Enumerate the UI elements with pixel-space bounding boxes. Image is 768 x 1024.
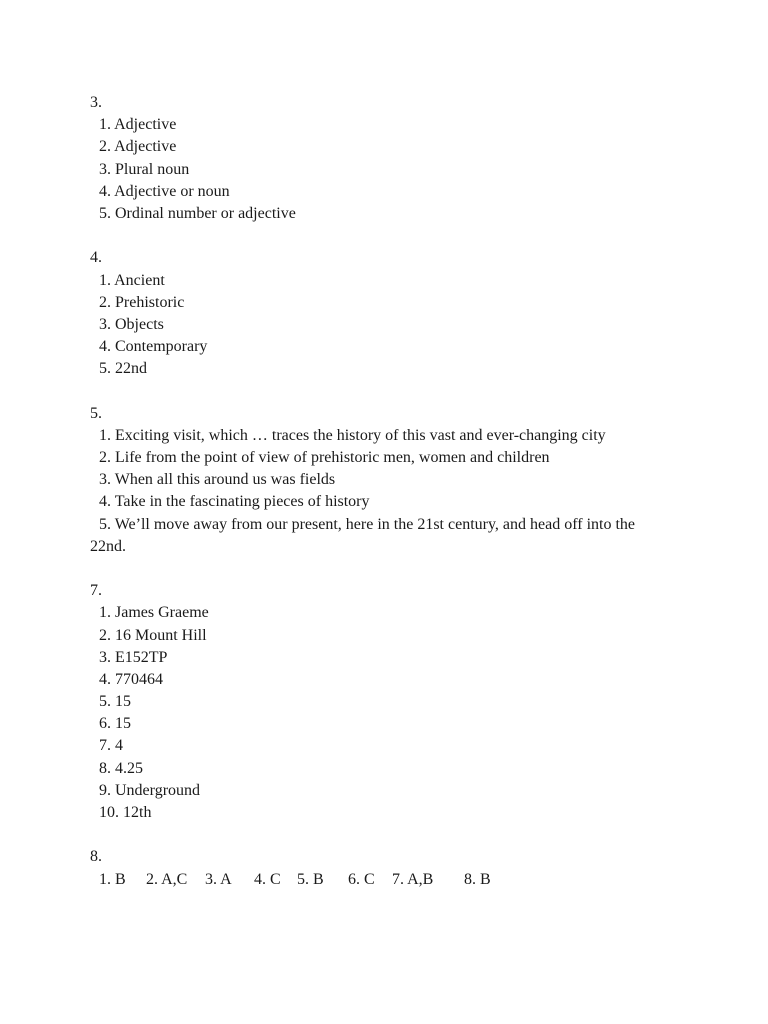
list-item: 4. Adjective or noun bbox=[99, 182, 230, 200]
section-number: 7. bbox=[90, 582, 102, 600]
list-item: 10. 12th bbox=[99, 804, 152, 821]
list-item-continuation: 22nd. bbox=[90, 537, 126, 555]
answer-item: 1. B bbox=[99, 870, 126, 888]
list-item: 3. E152TP bbox=[99, 648, 168, 666]
section-4 bbox=[90, 247, 670, 380]
list-item: 2. Prehistoric bbox=[99, 293, 185, 311]
list-item: 4. Contemporary bbox=[99, 338, 208, 356]
list-item: 5. Ordinal number or adjective bbox=[99, 204, 296, 222]
section-7 bbox=[90, 580, 670, 824]
list-item: 7. 4 bbox=[99, 737, 123, 755]
list-item: 3. Objects bbox=[99, 315, 164, 333]
list-item: 2. Adjective bbox=[99, 138, 177, 156]
section-number: 4. bbox=[90, 249, 102, 267]
list-item: 1. James Graeme bbox=[99, 604, 209, 622]
section-number: 8. bbox=[90, 848, 102, 866]
list-item: 5. 22nd bbox=[99, 360, 147, 378]
answer-key-document bbox=[90, 92, 670, 913]
section-number: 5. bbox=[90, 404, 102, 422]
answer-item: 6. C bbox=[348, 870, 375, 888]
section-5 bbox=[90, 403, 670, 558]
list-item: 2. Life from the point of view of prehistoric men, women and children bbox=[99, 449, 550, 466]
list-item: 1. Ancient bbox=[99, 271, 165, 289]
answer-item: 8. B bbox=[464, 870, 491, 888]
list-item: 5. We’ll move away from our present, here in the 21st century, and head off into the bbox=[99, 515, 636, 533]
answer-item: 5. B bbox=[297, 870, 324, 888]
answer-item: 4. C bbox=[254, 870, 281, 888]
answer-item: 7. A,B bbox=[392, 870, 434, 888]
list-item: 8. 4.25 bbox=[99, 759, 143, 777]
list-item: 6. 15 bbox=[99, 715, 131, 733]
section-number: 3. bbox=[90, 94, 102, 111]
section-8 bbox=[90, 846, 670, 890]
list-item: 1. Adjective bbox=[99, 116, 177, 134]
list-item: 4. Take in the fascinating pieces of history bbox=[99, 493, 370, 511]
answer-item: 3. A bbox=[205, 870, 232, 888]
list-item: 4. 770464 bbox=[99, 670, 163, 688]
list-item: 9. Underground bbox=[99, 781, 201, 799]
list-item: 5. 15 bbox=[99, 693, 131, 711]
section-3 bbox=[90, 92, 670, 225]
answer-item: 2. A,C bbox=[146, 870, 188, 888]
answers-row bbox=[90, 869, 670, 891]
list-item: 3. When all this around us was fields bbox=[99, 471, 336, 489]
list-item: 1. Exciting visit, which … traces the history of this vast and ever-changing city bbox=[99, 426, 606, 444]
list-item: 3. Plural noun bbox=[99, 160, 190, 178]
list-item: 2. 16 Mount Hill bbox=[99, 626, 207, 644]
